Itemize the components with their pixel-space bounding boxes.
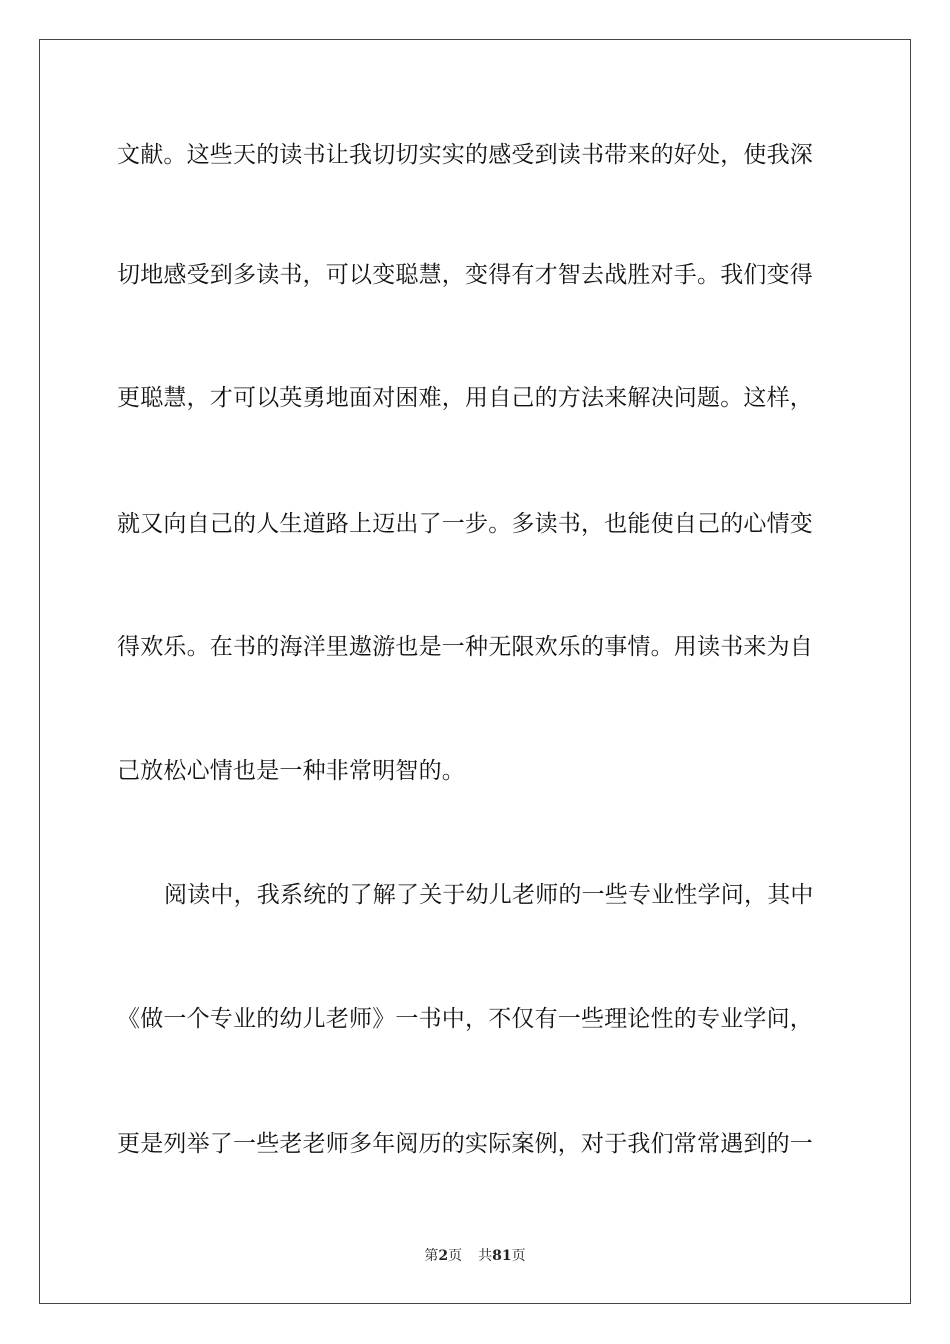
total-suffix: 页 (511, 1248, 526, 1264)
page-footer (0, 1246, 950, 1266)
total-prefix: 共 (478, 1248, 493, 1264)
body-text-line-9: 更是列举了一些老老师多年阅历的实际案例，对于我们常常遇到的一 (117, 1131, 813, 1157)
body-text-line-3: 更聪慧，才可以英勇地面对困难，用自己的方法来解决问题。这样， (117, 385, 813, 411)
page-suffix: 页 (448, 1248, 463, 1264)
total-pages: 81 (492, 1248, 512, 1264)
body-text-line-1: 文献。这些天的读书让我切切实实的感受到读书带来的好处，使我深 (117, 142, 813, 168)
body-text-line-7: 阅读中，我系统的了解了关于幼儿老师的一些专业性学问，其中 (164, 882, 814, 908)
body-text-line-8: 《做一个专业的幼儿老师》一书中，不仅有一些理论性的专业学问， (117, 1006, 813, 1032)
body-text-line-4: 就又向自己的人生道路上迈出了一步。多读书，也能使自己的心情变 (117, 511, 813, 537)
page-prefix: 第 (424, 1248, 439, 1264)
page-border (39, 39, 911, 1304)
body-text-line-2: 切地感受到多读书，可以变聪慧，变得有才智去战胜对手。我们变得 (117, 262, 813, 288)
body-text-line-6: 己放松心情也是一种非常明智的。 (117, 758, 465, 784)
body-text-line-5: 得欢乐。在书的海洋里遨游也是一种无限欢乐的事情。用读书来为自 (117, 634, 813, 660)
page-number: 2 (438, 1248, 449, 1264)
